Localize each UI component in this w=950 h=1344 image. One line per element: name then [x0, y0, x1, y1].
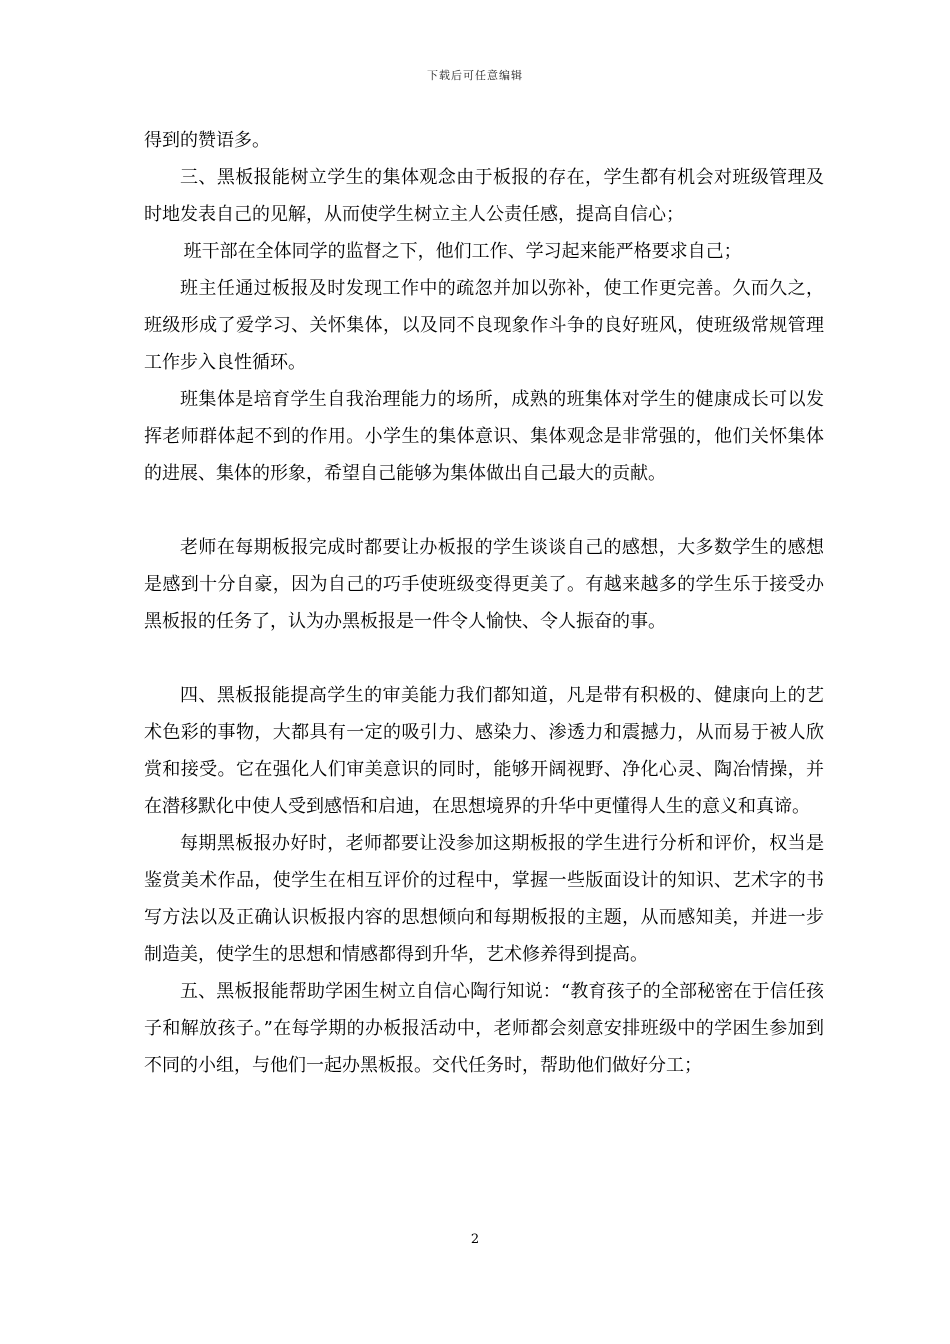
paragraph-teacher-feedback: 老师在每期板报完成时都要让办板报的学生谈谈自己的感想，大多数学生的感想是感到十分自豪，因为自己的巧手使班级变得更美了。有越来越多的学生乐于接受办黑板报的任务了，认为办黑板报是一件令人愉快、令人振奋的事。	[144, 537, 824, 632]
paragraph-section-four: 四、黑板报能提高学生的审美能力我们都知道，凡是带有积极的、健康向上的艺术色彩的事物，大都具有一定的吸引力、感染力、渗透力和震撼力，从而易于被人欣赏和接受。它在强化人们审美意识的同时，能够开阔视野、净化心灵、陶冶情操，并在潜移默化中使人受到感悟和启迪，在思想境界的升华中更懂得人生的意义和真谛。	[144, 685, 824, 817]
paragraph-section-three: 三、黑板报能树立学生的集体观念由于板报的存在，学生都有机会对班级管理及时地发表自己的见解，从而使学生树立主人公责任感，提高自信心；	[144, 167, 824, 225]
paragraph-evaluation: 每期黑板报办好时，老师都要让没参加这期板报的学生进行分析和评价，权当是鉴赏美术作品，使学生在相互评价的过程中，掌握一些版面设计的知识、艺术字的书写方法以及正确认识板报内容的思想倾向和每期板报的主题，从而感知美，并进一步制造美，使学生的思想和情感都得到升华，艺术修养得到提高。	[144, 833, 824, 965]
paragraph-continuation: 得到的赞语多。	[144, 130, 270, 151]
paragraph-head-teacher: 班主任通过板报及时发现工作中的疏忽并加以弥补，使工作更完善。久而久之，班级形成了爱学习、关怀集体，以及同不良现象作斗争的良好班风，使班级常规管理工作步入良性循环。	[144, 278, 824, 373]
document-body	[144, 122, 824, 1084]
paragraph-class-collective: 班集体是培育学生自我治理能力的场所，成熟的班集体对学生的健康成长可以发挥老师群体起不到的作用。小学生的集体意识、集体观念是非常强的，他们关怀集体的进展、集体的形象，希望自己能够为集体做出自己最大的贡献。	[144, 389, 824, 484]
paragraph-section-five: 五、黑板报能帮助学困生树立自信心陶行知说：“教育孩子的全部秘密在于信任孩子和解放孩子。”在每学期的办板报活动中，老师都会刻意安排班级中的学困生参加到不同的小组，与他们一起办黑板报。交代任务时，帮助他们做好分工；	[144, 981, 824, 1076]
page-number: 2	[470, 1232, 480, 1247]
page-header-note: 下载后可任意编辑	[427, 69, 523, 82]
paragraph-class-cadres: 班干部在全体同学的监督之下，他们工作、学习起来能严格要求自己；	[183, 241, 742, 262]
